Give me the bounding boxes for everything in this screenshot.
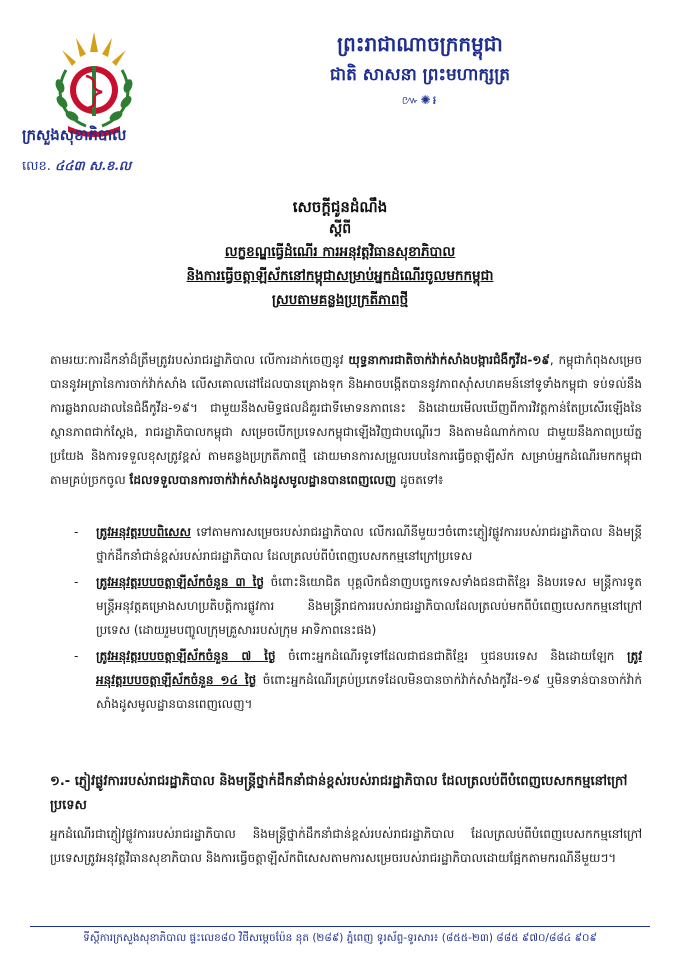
footer-divider [30, 926, 650, 927]
ornament: ៚✺៛ [401, 93, 439, 107]
title-on: ស្ដីពី [328, 221, 352, 237]
intro-paragraph [50, 348, 642, 492]
title-subject-1: លក្ខខណ្ឌធ្វើដំណើរ ការអនុវត្តវិធានសុខាភិបាល [224, 244, 456, 260]
rule-lead-2: ត្រូវអនុវត្តរបបចត្តាឡីស័កចំនួន ១៤ ថ្ងៃ [96, 649, 642, 687]
list-item: - ត្រូវអនុវត្តរបបចត្តាឡីស័កចំនួន ៣ ថ្ងៃ ចំពោះនិយោជិត បុគ្គលិកជំនាញបច្ចេកទេសទាំងជនជាតិខ្មែរ និងបរទេស មន្ត្រីការទូត មន្ត្រីអនុវត្តគម្រោងសហប្រតិបត្តិការផ្លូវការ និងមន្ត្រីរាជការរបស់រាជរដ្ឋាភិបាលដែលត្រលប់មកពីបំពេញបេសកកម្មនៅក្រៅប្រទេស (ដោយរួមបញ្ចូលក្រុមគ្រួសាររបស់ក្រុម អាទិភាពនេះផង) [74, 575, 642, 637]
document-title [40, 196, 640, 312]
footer-address: ទីស្ដីការក្រសួងសុខាភិបាល ផ្ទះលេខ៨០ វិថីសម្ដេចប៉ែន នុត (២៨៩) ភ្នំពេញ ទូរស័ព្ទ-ទូរសារ៖ (៨៥៥-២៣) ៨៨៥ ៩៧០/៨៨៤ ៩០៩ [83, 932, 597, 944]
rule-lead: ត្រូវអនុវត្តរបបពិសេស [96, 525, 191, 539]
list-item: - ត្រូវអនុវត្តរបបចត្តាឡីស័កចំនួន ៧ ថ្ងៃ ចំពោះអ្នកដំណើរទូទៅដែលជាជនជាតិខ្មែរ ឬជនបរទេស និងដោយឡែក ត្រូវអនុវត្តរបបចត្តាឡីស័កចំនួន ១៤ ថ្ងៃ ចំពោះអ្នកដំណើរគ្រប់ប្រភេទដែលមិនបានចាក់វ៉ាក់សាំងកូវីដ-១៩ ឬមិនទាន់បានចាក់វ៉ាក់សាំងដូសមូលដ្ឋានបានពេញលេញ។ [74, 649, 642, 711]
section-1-text: អ្នកដំណើរជាភ្ញៀវផ្លូវការរបស់រាជរដ្ឋាភិបាល និងមន្ត្រីថ្នាក់ដឹកនាំជាន់ខ្ពស់របស់រាជរដ្ឋាភិបាល ដែលត្រលប់ពីបំពេញបេសកកម្មនៅក្រៅប្រទេសត្រូវអនុវត្តវិធានសុខាភិបាល និងការធ្វើចត្តាឡីស័កពិសេសតាមការសម្រេចរបស់រាជរដ្ឋាភិបាលដោយផ្អែកតាមករណីនីមួយៗ។ [50, 827, 642, 865]
title-subject-3: ស្របតាមគន្លងប្រក្រតីភាពថ្មី [271, 292, 409, 308]
national-motto: ជាតិ សាសនា ព្រះមហាក្សត្រ [329, 65, 511, 85]
intro-bold-vaccinated: ដែលទទួលបានការចាក់វ៉ាក់សាំងដូសមូលដ្ឋានបានពេញលេញ [129, 473, 397, 487]
rule-text: ទៅតាមការសម្រេចរបស់រាជរដ្ឋាភិបាល លើករណីនីមួយៗចំពោះភ្ញៀវផ្លូវការរបស់រាជរដ្ឋាភិបាល និងមន្ត្រីថ្នាក់ដឹកនាំជាន់ខ្ពស់របស់រាជរដ្ឋាភិបាល ដែលត្រលប់ពីបំពេញបេសកកម្មនៅក្រៅប្រទេស [96, 525, 642, 563]
kingdom-header [200, 30, 640, 108]
reference-label: លេខ. [22, 159, 51, 174]
rule-lead: ត្រូវអនុវត្តរបបចត្តាឡីស័កចំនួន ៧ ថ្ងៃ [96, 649, 276, 663]
intro-text-b: , កម្ពុជាកំពុងសម្រេចបាននូវអត្រានៃការចាក់វ៉ាក់សាំង លើសគោលដៅដែលបានគ្រោងទុក និងអាចបង្កើតបាននូវភាពស៊ាំសហគមន៍នៅទូទាំងកម្ពុជា ទប់ទល់នឹងការឆ្លងរាលដាលនៃជំងឺកូវីដ-១៩។ ជាមួយនឹងសមិទ្ធផលដ៏គួរជាទីមោទនភាពនេះ និងដោយមើលឃើញពីការវិវត្តកាន់តែប្រសើរឡើងនៃស្ថានភាពជាក់ស្ដែង, រាជរដ្ឋាភិបាលកម្ពុជា សម្រេចបើកប្រទេសកម្ពុជាឡើងវិញជាបណ្ដើរៗ និងតាមដំណាក់កាល ជាមួយនឹងភាពប្រយ័ត្នប្រយែង និងការទទួលខុសត្រូវខ្ពស់ តាមគន្លងប្រក្រតីភាពថ្មី ដោយមានការសម្រួលរបបនៃការធ្វើចត្តាឡីស័ក សម្រាប់អ្នកដំណើរមកកម្ពុជា តាមគ្រប់ច្រកចូល [50, 353, 642, 487]
list-item: - ត្រូវអនុវត្តរបបពិសេស ទៅតាមការសម្រេចរបស់រាជរដ្ឋាភិបាល លើករណីនីមួយៗចំពោះភ្ញៀវផ្លូវការរបស់រាជរដ្ឋាភិបាល និងមន្ត្រីថ្នាក់ដឹកនាំជាន់ខ្ពស់របស់រាជរដ្ឋាភិបាល ដែលត្រលប់ពីបំពេញបេសកកម្មនៅក្រៅប្រទេស [74, 525, 642, 563]
intro-bold-campaign: យុទ្ធនាការជាតិចាក់វ៉ាក់សាំងបង្ការជំងឺកូវីដ-១៩ [348, 353, 550, 367]
ministry-of-health-logo [46, 30, 142, 140]
rule-text-2: ចំពោះអ្នកដំណើរគ្រប់ប្រភេទដែលមិនបានចាក់វ៉ាក់សាំងកូវីដ-១៩ ឬមិនទាន់បានចាក់វ៉ាក់សាំងដូសមូលដ្ឋានបានពេញលេញ។ [96, 673, 642, 711]
title-notice: សេចក្ដីជូនដំណឹង [292, 198, 388, 216]
rule-text: ចំពោះនិយោជិត បុគ្គលិកជំនាញបច្ចេកទេសទាំងជនជាតិខ្មែរ និងបរទេស មន្ត្រីការទូត មន្ត្រីអនុវត្តគម្រោងសហប្រតិបត្តិការផ្លូវការ និងមន្ត្រីរាជការរបស់រាជរដ្ឋាភិបាលដែលត្រលប់មកពីបំពេញបេសកកម្មនៅក្រៅប្រទេស (ដោយរួមបញ្ចូលក្រុមគ្រួសាររបស់ក្រុម អាទិភាពនេះផង) [96, 575, 642, 637]
reference-value: ៤៤៣ ស.ខ.ល [55, 159, 132, 174]
intro-text-a: តាមរយៈការដឹកនាំដ៏ត្រឹមត្រូវរបស់រាជរដ្ឋាភិបាល លើការដាក់ចេញនូវ [50, 353, 344, 367]
reference-number [22, 158, 131, 177]
intro-text-c: ដូចតទៅ៖ [396, 473, 444, 487]
quarantine-rules-list [50, 520, 642, 718]
rule-text: ចំពោះអ្នកដំណើរទូទៅដែលជាជនជាតិខ្មែរ ឬជនបរទេស និងដោយឡែក [275, 649, 615, 663]
section-1-heading: ១.- ភ្ញៀវផ្លូវការរបស់រាជរដ្ឋាភិបាល និងមន្ត្រីថ្នាក់ដឹកនាំជាន់ខ្ពស់របស់រាជរដ្ឋាភិបាល ដែលត្រលប់ពីបំពេញបេសកកម្មនៅក្រៅប្រទេស [50, 774, 628, 813]
kingdom-name: ព្រះរាជាណាចក្រកម្ពុជា [337, 32, 503, 56]
title-subject-2: និងការធ្វើចត្តាឡីស័កនៅកម្ពុជាសម្រាប់អ្នកដំណើរចូលមកកម្ពុជា [186, 268, 494, 284]
ministry-name: ក្រសួងសុខាភិបាល [22, 126, 127, 144]
rule-lead: ត្រូវអនុវត្តរបបចត្តាឡីស័កចំនួន ៣ ថ្ងៃ [96, 575, 265, 589]
